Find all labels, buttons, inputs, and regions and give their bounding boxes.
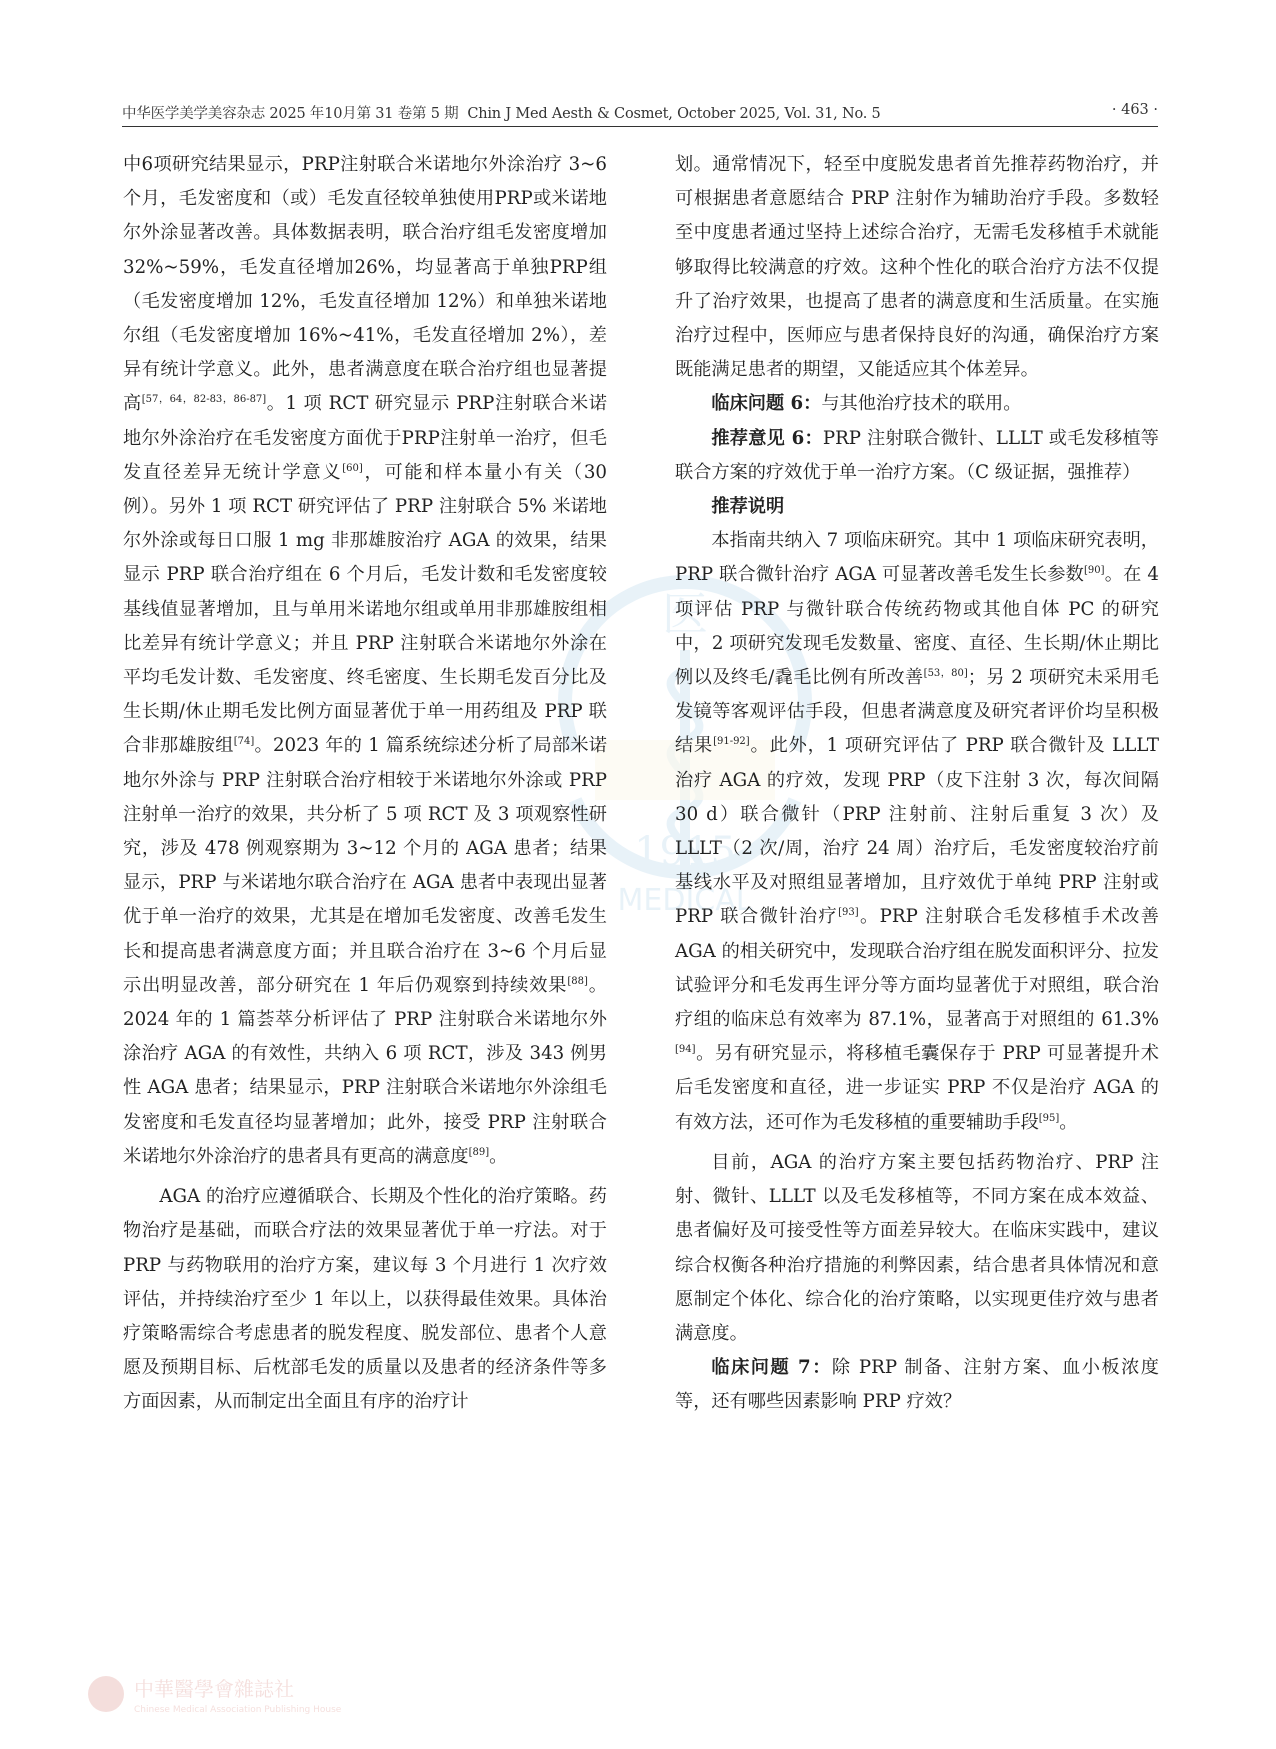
paragraph-left-2: AGA 的治疗应遵循联合、长期及个性化的治疗策略。药物治疗是基础，而联合疗法的效果显著优于单一疗法。对于 PRP 与药物联用的治疗方案，建议每 3 个月进行 1 次疗效评估，并持续治疗至少 1 年以上，以获得最佳效果。具体治疗策略需综合考虑患者的脱发程度、脱发部位、患者个人意愿及预期目标、后枕部毛发的质量以及患者的经济条件等多方面因素，从而制定出全面且有序的治疗计 [123, 1186, 607, 1413]
recommendation-text: PRP 注射联合微针、LLLT 或毛发移植等联合方案的疗效优于单一治疗方案。（C 级证据，强推荐） [675, 427, 1159, 483]
question-text: 除 PRP 制备、注射方案、血小板浓度等，还有哪些因素影响 PRP 疗效？ [675, 1357, 1159, 1413]
watermark-text: MEDICAL [617, 883, 753, 918]
citation: [90] [1084, 565, 1105, 577]
citation: [88] [567, 975, 588, 987]
publisher-logo [84, 1672, 514, 1716]
citation: [95] [1038, 1112, 1060, 1124]
paragraph-right-1: 划。通常情况下，轻至中度脱发患者首先推荐药物治疗，并可根据患者意愿结合 PRP 注射作为辅助治疗手段。多数轻至中度患者通过坚持上述综合治疗，无需毛发移植手术就能够取得比较满意的疗效。这种个性化的联合治疗方法不仅提升了治疗效果，也提高了患者的满意度和生活质量。在实施治疗过程中，医师应与患者保持良好的沟通，确保治疗方案既能满足患者的期望，又能适应其个体差异。 [675, 154, 1159, 381]
paragraph-left-1: 中6项研究结果显示，PRP注射联合米诺地尔外涂治疗 3~6 个月，毛发密度和（或）毛发直径较单独使用PRP或米诺地尔外涂显著改善。具体数据表明，联合治疗组毛发密度增加 32%~59%，毛发直径增加26%，均显著高于单独PRP组（毛发密度增加 12%，毛发直径增加 12%）和单独米诺地尔组（毛发密度增加 16%~41%，毛发直径增加 2%），差异有统计学意义。此外，患者满意度在联合治疗组也显著提高[57，64，82-83，86-87]。1 项 RCT 研究显示 PRP注射联合米诺地尔外涂治疗在毛发密度方面优于PRP注射单一治疗，但毛发直径差异无统计学意义[60]，可能和样本量小有关（30 例）。另外 1 项 RCT 研究评估了 PRP 注射联合 5% 米诺地尔外涂或每日口服 1 mg 非那雄胺治疗 AGA 的效果，结果显示 PRP 联合治疗组在 6 个月后，毛发计数和毛发密度较基线值显著增加，且与单用米诺地尔组或单用非那雄胺组相比差异有统计学意义；并且 PRP 注射联合米诺地尔外涂在平均毛发计数、毛发密度、终毛密度、生长期毛发百分比及生长期/休止期毛发比例方面显著优于单一用药组及 PRP 联合非那雄胺组[74]。2023 年的 1 篇系统综述分析了局部米诺地尔外涂与 PRP 注射联合治疗相较于米诺地尔外涂或 PRP 注射单一治疗的效果，共分析了 5 项 RCT 及 3 项观察性研究，涉及 478 例观察期为 3~12 个月的 AGA 患者；结果显示，PRP 与米诺地尔联合治疗在 AGA 患者中表现出显著优于单一治疗的效果，尤其是在增加毛发密度、改善毛发生长和提高患者满意度方面；并且联合治疗在 3~6 个月后显示出明显改善，部分研究在 1 年后仍观察到持续效果[88]。2024 年的 1 篇荟萃分析评估了 PRP 注射联合米诺地尔外涂治疗 AGA 的有效性，共纳入 6 项 RCT，涉及 343 例男性 AGA 患者；结果显示，PRP 注射联合米诺地尔外涂组毛发密度和毛发直径均显著增加；此外，接受 PRP 注射联合米诺地尔外涂治疗的患者具有更高的满意度[89]。 [123, 154, 607, 1167]
left-column [123, 148, 607, 1420]
recommendation-label: 推荐意见 6： [711, 427, 823, 449]
clinical-question-7 [675, 1351, 1159, 1419]
journal-name-en: Chin J Med Aesth & Cosmet, October 2025, Vol. 31, No. 5 [467, 106, 881, 122]
citation: [60] [342, 462, 363, 474]
question-label: 临床问题 6： [711, 393, 822, 415]
right-column [675, 148, 1159, 1420]
paragraph-right-3: 目前，AGA 的治疗方案主要包括药物治疗、PRP 注射、微针、LLLT 以及毛发移植等，不同方案在成本效益、患者偏好及可接受性等方面差异较大。在临床实践中，建议综合权衡各种治疗措施的利弊因素，结合患者具体情况和意愿制定个体化、综合化的治疗策略，以实现更佳疗效与患者满意度。 [675, 1151, 1159, 1344]
question-text: 与其他治疗技术的联用。 [821, 393, 1022, 415]
question-label: 临床问题 7： [711, 1357, 832, 1379]
journal-info [122, 102, 881, 123]
publisher-name-en: Chinese Medical Association Publishing House [134, 1705, 342, 1715]
journal-name-zh: 中华医学美学美容杂志 2025 年10月第 31 卷第 5 期 [122, 106, 459, 122]
publisher-name-zh: 中華醫學會雜誌社 [134, 1677, 294, 1701]
citation: [53，80] [923, 667, 968, 679]
citation: [57，64，82-83，86-87] [141, 394, 267, 406]
citation: [89] [468, 1146, 490, 1158]
citation: [93] [838, 907, 859, 919]
paragraph-right-2: 本指南共纳入 7 项临床研究。其中 1 项临床研究表明，PRP 联合微针治疗 AGA 可显著改善毛发生长参数[90]。在 4 项评估 PRP 与微针联合传统药物或其他自体 PC 的研究中，2 项研究发现毛发数量、密度、直径、生长期/休止期比例以及终毛/毳毛比例有所改善[53，80]；另 2 项研究未采用毛发镜等客观评估手段，但患者满意度及研究者评价均呈积极结果[91-92]。此外，1 项研究评估了 PRP 联合微针及 LLLT 治疗 AGA 的疗效，发现 PRP（皮下注射 3 次，每次间隔 30 d）联合微针（PRP 注射前、注射后重复 3 次）及 LLLT（2 次/周，治疗 24 周）治疗后，毛发密度较治疗前基线水平及对照组显著增加，且疗效优于单纯 PRP 注射或 PRP 联合微针治疗[93]。PRP 注射联合毛发移植手术改善 AGA 的相关研究中，发现联合治疗组在脱发面积评分、拉发试验评分和毛发再生评分等方面均显著优于对照组，联合治疗组的临床总有效率为 87.1%，显著高于对照组的 61.3%[94]。另有研究显示，将移植毛囊保存于 PRP 可显著提升术后毛发密度和直径，进一步证实 PRP 不仅是治疗 AGA 的有效方法，还可作为毛发移植的重要辅助手段[95]。 [675, 530, 1159, 1133]
section-heading-explanation: 推荐说明 [711, 496, 785, 518]
citation: [74] [233, 736, 255, 748]
citation: [94] [675, 1044, 696, 1056]
clinical-question-6 [675, 387, 1159, 421]
citation: [91-92] [713, 736, 750, 748]
page-number: · 463 · [1111, 102, 1158, 118]
watermark-year: 1915 [634, 829, 736, 875]
recommendation-6 [675, 422, 1159, 490]
watermark-char: 医 [662, 587, 708, 641]
running-header [122, 92, 1158, 127]
